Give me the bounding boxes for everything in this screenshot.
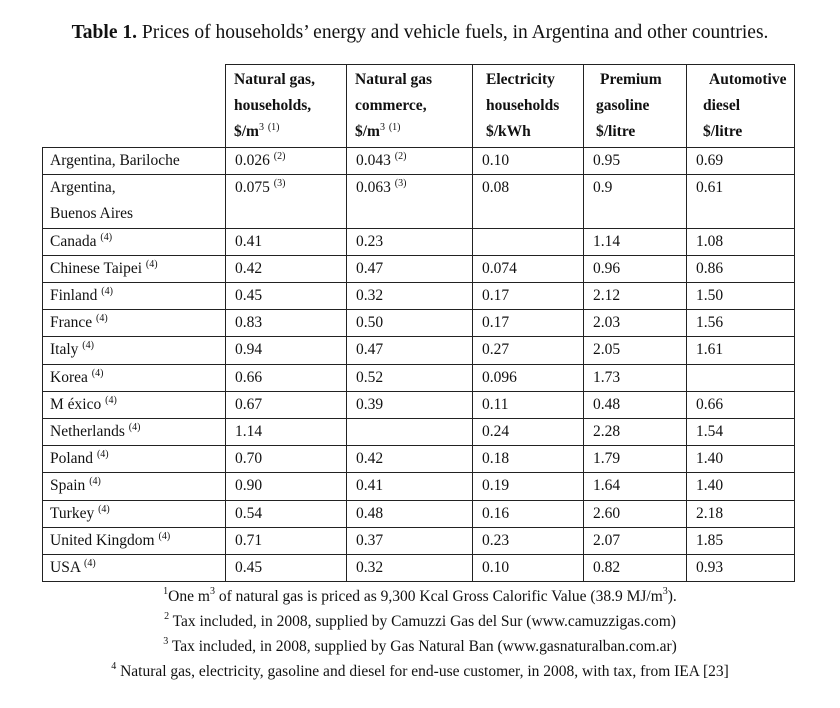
table-row bbox=[43, 364, 795, 391]
row-country: Canada $^{(4)}$ bbox=[43, 228, 226, 255]
table-row bbox=[43, 500, 795, 527]
row-value: 1.64 bbox=[584, 473, 687, 500]
row-value: 0.42 bbox=[226, 255, 347, 282]
footnote-1: $^1$One $m^3$ of natural gas is priced as 9,300 Kcal Gross Calorific Value (38.9 $MJ/m^3$). bbox=[163, 586, 677, 605]
row-value: 0.66 bbox=[226, 364, 347, 391]
row-value: 0.24 bbox=[473, 419, 584, 446]
table-row bbox=[43, 148, 795, 175]
row-value: 0.71 bbox=[226, 527, 347, 554]
row-value: 0.074 bbox=[473, 255, 584, 282]
table-row bbox=[43, 446, 795, 473]
row-value: 0.23 bbox=[473, 527, 584, 554]
row-value: 1.50 bbox=[687, 283, 795, 310]
row-value: 2.03 bbox=[584, 310, 687, 337]
row-value: 0.45 bbox=[226, 555, 347, 582]
row-value: 0.043 $^{(2)}$ bbox=[347, 148, 473, 175]
header-row bbox=[43, 65, 795, 148]
row-country: Poland $^{(4)}$ bbox=[43, 446, 226, 473]
row-value: 1.73 bbox=[584, 364, 687, 391]
row-value: 0.42 bbox=[347, 446, 473, 473]
row-value: 0.32 bbox=[347, 283, 473, 310]
table-row bbox=[43, 310, 795, 337]
row-value: 0.063 $^{(3)}$ bbox=[347, 175, 473, 228]
row-country: Korea $^{(4)}$ bbox=[43, 364, 226, 391]
row-value: 2.60 bbox=[584, 500, 687, 527]
row-value: 0.37 bbox=[347, 527, 473, 554]
row-value: 0.10 bbox=[473, 555, 584, 582]
table-row bbox=[43, 228, 795, 255]
row-value: 0.86 bbox=[687, 255, 795, 282]
row-value: 1.08 bbox=[687, 228, 795, 255]
row-value: 1.40 bbox=[687, 446, 795, 473]
row-country: Netherlands $^{(4)}$ bbox=[43, 419, 226, 446]
footnote-3: $^3$ Tax included, in 2008, supplied by Gas Natural Ban (www.gasnaturalban.com.ar) bbox=[163, 636, 677, 655]
row-value: 0.075 $^{(3)}$ bbox=[226, 175, 347, 228]
table-title bbox=[0, 22, 840, 44]
row-value: 1.61 bbox=[687, 337, 795, 364]
row-value: 1.56 bbox=[687, 310, 795, 337]
row-value: 0.67 bbox=[226, 391, 347, 418]
row-country: United Kingdom $^{(4)}$ bbox=[43, 527, 226, 554]
row-country: Spain $^{(4)}$ bbox=[43, 473, 226, 500]
row-value: 0.47 bbox=[347, 255, 473, 282]
header-natural-gas-commerce: Natural gas commerce, $\$/m^3$ $^{(1)}$ bbox=[347, 65, 473, 148]
row-value: 0.82 bbox=[584, 555, 687, 582]
row-value: 0.026 $^{(2)}$ bbox=[226, 148, 347, 175]
row-value: 0.66 bbox=[687, 391, 795, 418]
row-value: 0.27 bbox=[473, 337, 584, 364]
row-value: 0.17 bbox=[473, 283, 584, 310]
row-value: 0.95 bbox=[584, 148, 687, 175]
row-country: USA $^{(4)}$ bbox=[43, 555, 226, 582]
row-value: 0.47 bbox=[347, 337, 473, 364]
row-value: 0.17 bbox=[473, 310, 584, 337]
row-value: 1.85 bbox=[687, 527, 795, 554]
table-row bbox=[43, 555, 795, 582]
header-premium-gasoline: Premium gasoline $/litre bbox=[584, 65, 687, 148]
row-value: 2.28 bbox=[584, 419, 687, 446]
row-value: 2.12 bbox=[584, 283, 687, 310]
row-value bbox=[687, 364, 795, 391]
row-country: Finland $^{(4)}$ bbox=[43, 283, 226, 310]
row-country: Italy $^{(4)}$ bbox=[43, 337, 226, 364]
header-electricity: Electricity households $/kWh bbox=[473, 65, 584, 148]
row-value: 0.94 bbox=[226, 337, 347, 364]
row-country: Chinese Taipei $^{(4)}$ bbox=[43, 255, 226, 282]
row-value: 0.61 bbox=[687, 175, 795, 228]
table-row bbox=[43, 473, 795, 500]
table-row bbox=[43, 255, 795, 282]
row-value: 0.41 bbox=[226, 228, 347, 255]
row-country: Argentina, Buenos Aires bbox=[43, 175, 226, 228]
row-country: France $^{(4)}$ bbox=[43, 310, 226, 337]
row-value: 0.19 bbox=[473, 473, 584, 500]
row-value: 0.70 bbox=[226, 446, 347, 473]
row-value: 0.08 bbox=[473, 175, 584, 228]
row-value: 0.41 bbox=[347, 473, 473, 500]
row-value: 0.9 bbox=[584, 175, 687, 228]
row-value: 0.096 bbox=[473, 364, 584, 391]
row-value: 0.96 bbox=[584, 255, 687, 282]
row-value: 1.40 bbox=[687, 473, 795, 500]
header-natural-gas-households: Natural gas, households, $\$/m^3$ $^{(1)}$ bbox=[226, 65, 347, 148]
footnote-2: $^2$ Tax included, in 2008, supplied by Camuzzi Gas del Sur (www.camuzzigas.com) bbox=[164, 611, 676, 630]
row-value: 0.69 bbox=[687, 148, 795, 175]
price-table bbox=[42, 64, 795, 582]
row-value: 0.32 bbox=[347, 555, 473, 582]
row-value: 0.83 bbox=[226, 310, 347, 337]
row-value: 0.18 bbox=[473, 446, 584, 473]
row-value: 1.14 bbox=[584, 228, 687, 255]
header-corner bbox=[43, 65, 226, 148]
table-row bbox=[43, 175, 795, 228]
row-value: 0.93 bbox=[687, 555, 795, 582]
row-value: 0.48 bbox=[584, 391, 687, 418]
row-value bbox=[473, 228, 584, 255]
row-value: 0.45 bbox=[226, 283, 347, 310]
row-value: 2.05 bbox=[584, 337, 687, 364]
row-value bbox=[347, 419, 473, 446]
header-automotive-diesel: Automotive diesel $/litre bbox=[687, 65, 795, 148]
table-row bbox=[43, 419, 795, 446]
row-value: 0.10 bbox=[473, 148, 584, 175]
row-value: 0.16 bbox=[473, 500, 584, 527]
footnote-4: $^4$ Natural gas, electricity, gasoline and diesel for end-use customer, in 2008, with tax, from IEA [23] bbox=[111, 661, 729, 680]
table-row bbox=[43, 337, 795, 364]
row-value: 0.54 bbox=[226, 500, 347, 527]
table-row bbox=[43, 283, 795, 310]
row-country: M éxico $^{(4)}$ bbox=[43, 391, 226, 418]
table-row bbox=[43, 391, 795, 418]
row-value: 0.23 bbox=[347, 228, 473, 255]
row-value: 2.07 bbox=[584, 527, 687, 554]
row-value: 0.11 bbox=[473, 391, 584, 418]
table-caption: Prices of households’ energy and vehicle fuels, in Argentina and other countries. bbox=[141, 22, 769, 43]
table-number: Table 1. bbox=[71, 22, 137, 43]
table-row bbox=[43, 527, 795, 554]
footnotes bbox=[0, 584, 840, 684]
row-value: 1.79 bbox=[584, 446, 687, 473]
row-value: 0.48 bbox=[347, 500, 473, 527]
row-value: 2.18 bbox=[687, 500, 795, 527]
row-value: 1.14 bbox=[226, 419, 347, 446]
row-value: 0.50 bbox=[347, 310, 473, 337]
row-value: 1.54 bbox=[687, 419, 795, 446]
row-value: 0.39 bbox=[347, 391, 473, 418]
row-country: Turkey $^{(4)}$ bbox=[43, 500, 226, 527]
row-value: 0.90 bbox=[226, 473, 347, 500]
row-country: Argentina, Bariloche bbox=[43, 148, 226, 175]
row-value: 0.52 bbox=[347, 364, 473, 391]
